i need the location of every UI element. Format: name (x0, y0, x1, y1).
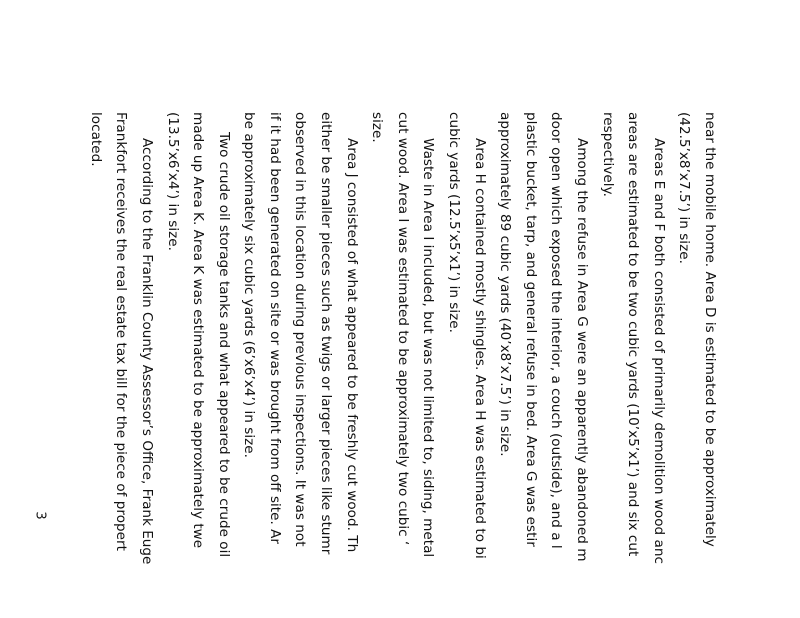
text-line: door open which exposed the interior, a couch (outside), and a l (548, 112, 565, 549)
text-line: According to the Franklin County Assessor’s Office, Frank Euge (138, 138, 155, 565)
text-line: size. (369, 112, 386, 143)
text-line: be approximately six cubic yards (6’x6’x4’) in size. (241, 112, 258, 458)
text-line: Frankfort receives the real estate tax bill for the piece of propert (113, 112, 130, 551)
text-line: Two crude oil storage tanks and what appeared to be crude oil (215, 132, 232, 558)
text-line: Among the refuse in Area G were an apparently abandoned m (574, 138, 591, 562)
text-line: respectively. (599, 112, 616, 197)
text-line: plastic bucket, tarp, and general refuse in bed. Area G was estir (522, 112, 539, 547)
text-line: areas are estimated to be two cubic yards (10’x5’x1’) and six cut (625, 112, 642, 557)
text-line: cut wood. Area I was estimated to be approximately two cubic ‘ (394, 112, 411, 546)
document-body (82, 112, 722, 618)
text-line: Areas E and F both consisted of primarily demolition wood anc (650, 138, 667, 564)
text-line: made up Area K. Area K was estimated to be approximately twe (190, 112, 207, 549)
text-line: (42.5’x8’x7.5’) in size. (676, 112, 693, 264)
text-line: Area J consisted of what appeared to be freshly cut wood. Th (343, 138, 360, 553)
text-line: cubic yards (12.5’x5’x1’) in size. (446, 112, 463, 333)
text-line: Area H contained mostly shingles. Area H was estimated to bi (471, 138, 488, 559)
text-line: approximately 89 cubic yards (40’x8’x7.5’) in size. (497, 112, 514, 457)
text-line: Waste in Area I included, but was not limited to, siding, metal (420, 138, 437, 558)
text-line: near the mobile home. Area D is estimated to be approximately (702, 112, 718, 547)
text-line: located. (87, 112, 104, 167)
text-line: if it had been generated on site or was brought from off site. Ar (266, 112, 283, 545)
text-line: either be smaller pieces such as twigs or larger pieces like stumr (318, 112, 335, 555)
page-number: 3 (32, 511, 48, 520)
text-line: observed in this location during previous inspections. It was not (292, 112, 309, 547)
text-line: (13.5’x6’x4’) in size. (164, 112, 181, 251)
